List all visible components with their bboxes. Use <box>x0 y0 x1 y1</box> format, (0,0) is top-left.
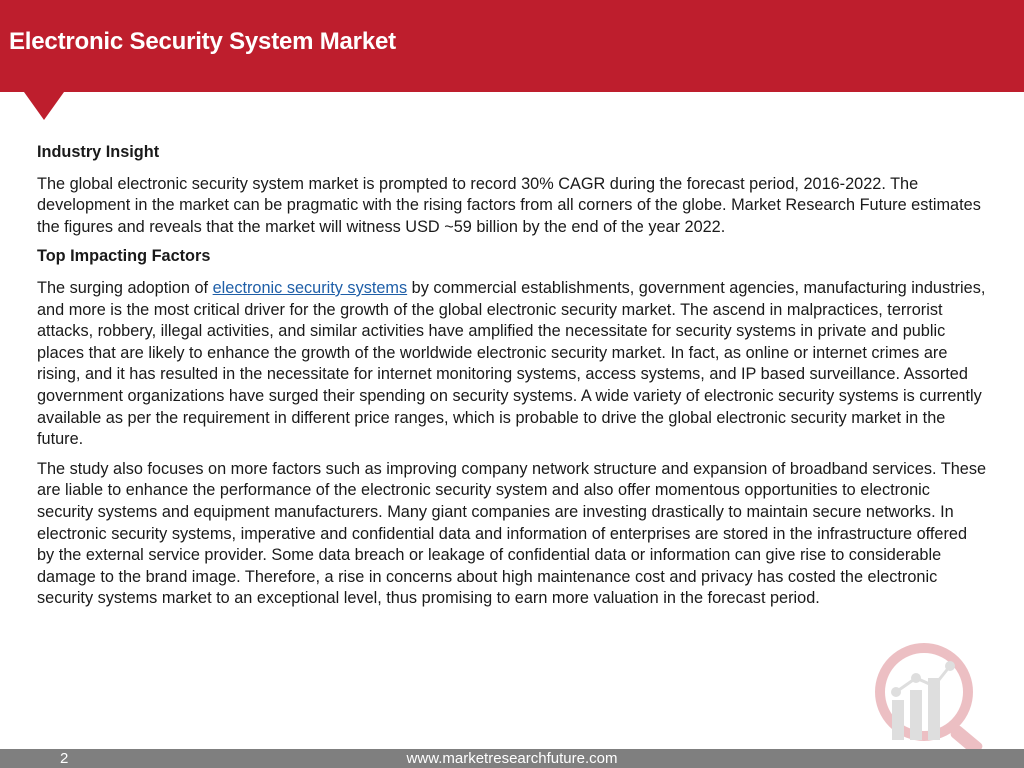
slide-header <box>0 0 1024 92</box>
study-focus-paragraph: The study also focuses on more factors such as improving company network structure and expansion of broadband services. These are liable to enhance the performance of the electronic security system and also offer momentous opportunities to electronic security systems and equipment manufacturers. Many giant companies are investing drastically to maintain secure networks. In electronic security systems, imperative and confidential data and information of enterprises are stored in the infrastructure offered by the external service provider. Some data breach or leakage of confidential data or information can give rise to considerable damage to the brand image. Therefore, a rise in concerns about high maintenance cost and privacy has costed the electronic security systems market to an exceptional level, thus promising to earn more valuation in the forecast period. <box>37 459 987 608</box>
top-impacting-factors-heading: Top Impacting Factors <box>37 247 211 266</box>
header-pointer <box>24 92 64 120</box>
footer-url[interactable]: www.marketresearchfuture.com <box>406 750 618 767</box>
slide-footer <box>0 749 1024 768</box>
page-number: 2 <box>60 750 69 767</box>
slide-title: Electronic Security System Market <box>9 28 396 55</box>
industry-insight-heading: Industry Insight <box>37 143 160 161</box>
slide-body <box>37 142 987 618</box>
magnifier-chart-icon <box>862 640 992 750</box>
electronic-security-systems-link[interactable]: electronic security systems <box>212 278 408 297</box>
paragraph-suffix: by commercial establishments, government agencies, manufacturing industries, and more is the most critical driver for the growth of the global electronic security market. The ascend in malpractices, terrorist attacks, robbery, illegal activities, and similar activities have amplified the necessitate for security systems in private and public places that are likely to enhance the growth of the worldwide electronic security market. In fact, as online or internet crimes are rising, and it has resulted in the necessitate for internet monitoring systems, access systems, and IP based surveillance. Assorted government organizations have surged their spending on security systems. A wide variety of electronic security systems is currently available as per the requirement in different price ranges, which is probable to drive the global electronic security market in the future. <box>37 278 986 449</box>
impacting-factors-paragraph <box>37 278 987 451</box>
industry-insight-paragraph: The global electronic security system market is prompted to record 30% CAGR during the forecast period, 2016-2022. The development in the market can be pragmatic with the rising factors from all corners of the globe. Market Research Future estimates the figures and reveals that the market will witness USD ~59 billion by the end of the year 2022. <box>37 174 981 236</box>
paragraph-prefix: The surging adoption of <box>37 278 213 297</box>
